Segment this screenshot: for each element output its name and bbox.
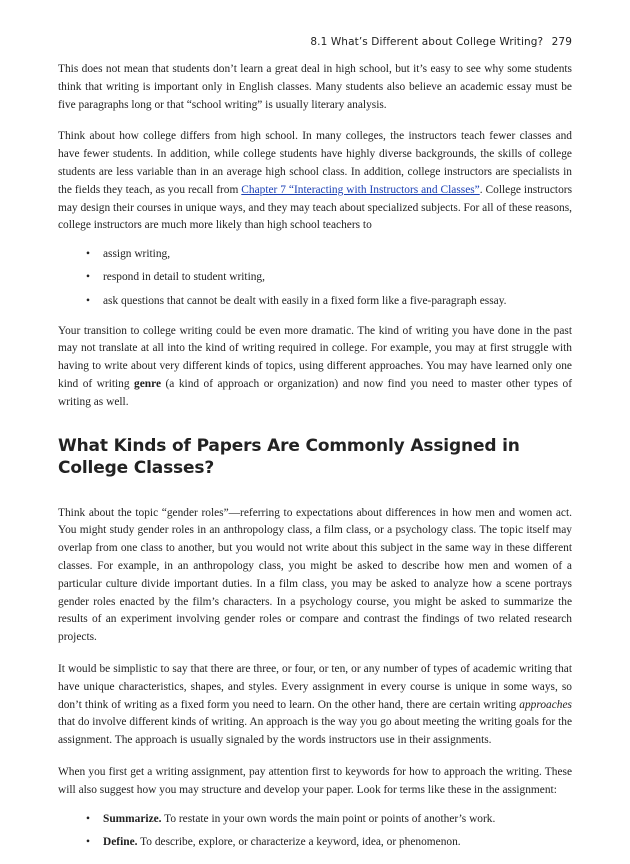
bullet-icon: • (86, 812, 90, 825)
paragraph-6: When you first get a writing assignment, pay attention first to keywords for how to approach the writing. These will also suggest how you may structure and develop your paper. Look for terms like these in the assignment: (58, 765, 572, 796)
bullet-icon: • (86, 248, 90, 261)
list-item: • assign writing, (86, 246, 572, 264)
paragraph-2 (58, 128, 572, 235)
paragraph-1: This does not mean that students don’t learn a great deal in high school, but it’s easy to see why some students think that writing is important only in English classes. Many students also believe an academic essay must be five paragraphs long or that “school writing” is usually literary analysis. (58, 63, 572, 111)
list-item: • Summarize. To restate in your own words the main point or points of another’s work. (86, 811, 572, 829)
genre-term: genre (134, 377, 162, 390)
page-number: 279 (551, 36, 572, 48)
chapter-7-link[interactable]: Chapter 7 “Interacting with Instructors and Classes” (241, 183, 480, 196)
running-header (310, 36, 572, 48)
section-title: 8.1 What’s Different about College Writing? (310, 36, 544, 48)
paragraph-5: It would be simplistic to say that there are three, or four, or ten, or any number of types of academic writing that have unique characteristics, shapes, and styles. Every assignment in every course is unique in some ways, so don’t think of writing as a fixed form you need to learn. On the other hand, there are certain writing approaches that do involve different kinds of writing. An approach is the way you go about meeting the writing goals for the assignment. The approach is usually signaled by the words instructors use in their assignments. (58, 662, 572, 747)
page-body (58, 61, 572, 864)
keyword-list (58, 811, 572, 852)
list-item: • respond in detail to student writing, (86, 269, 572, 287)
bullet-icon: • (86, 835, 90, 848)
paragraph-4: Think about the topic “gender roles”—referring to expectations about differences in how men and women act. You might study gender roles in an anthropology class, a film class, or a psychology class. The topic itself may overlap from one class to another, but you would not write about this subject in the same way in these different classes. For example, in an anthropology class, you might be asked to describe how men and women of a particular culture divide important duties. In a film class, you may be asked to analyze how a scene portrays gender roles enacted by the film’s characters. In a psychology course, you might be asked to summarize the results of an experiment involving gender roles or compare and contrast the findings of two related research projects. (58, 506, 572, 644)
bullet-icon: • (86, 271, 90, 284)
bullet-icon: • (86, 294, 90, 307)
paragraph-2-text-a: Think about how college differs from high school. In many colleges, the instructors teach fewer classes and have fewer students. In addition, while college students have highly diverse backgrounds, the skills of college students are less variable than in an average high school class. In addition, college instructors are specialists in the fields they teach, as you recall from (58, 130, 572, 196)
paragraph-3: Your transition to college writing could be even more dramatic. The kind of writing you have done in the past may not translate at all into the kind of writing required in college. For example, you may at first struggle with having to write about very different kinds of topics, using different approaches. You may have learned only one kind of writing genre (a kind of approach or organization) and now find you need to master other types of writing as well. (58, 324, 572, 408)
instructor-list (58, 246, 572, 310)
list-item: • ask questions that cannot be dealt with easily in a fixed form like a five-paragraph essay. (86, 293, 572, 311)
list-item: • Define. To describe, explore, or characterize a keyword, idea, or phenomenon. (86, 834, 572, 852)
paragraph-2-text-b: . College instructors may design their courses in unique ways, and they may teach about specialized subjects. For all of these reasons, college instructors are much more likely than high school teachers to (58, 183, 573, 232)
section-heading: What Kinds of Papers Are Commonly Assigned in College Classes? (58, 435, 520, 478)
keyword-term: Summarize. (103, 812, 162, 825)
approaches-term: approaches (519, 698, 572, 711)
keyword-term: Define. (103, 835, 138, 848)
